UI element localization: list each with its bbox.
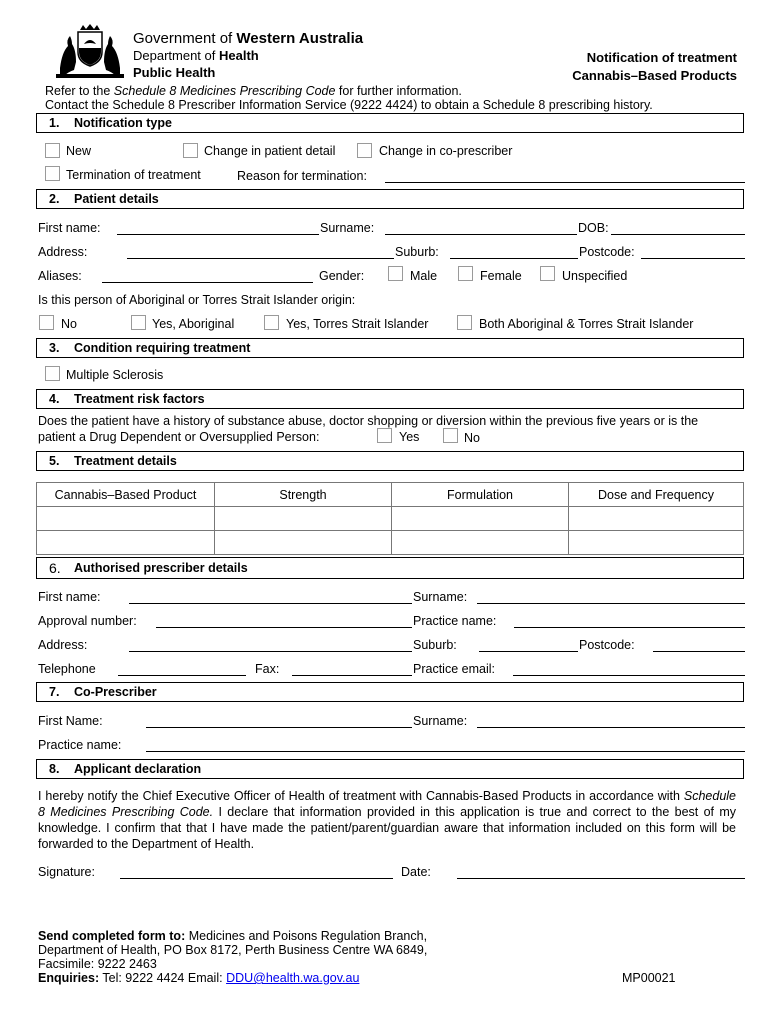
risk-question-line-1: Does the patient have a history of substance abuse, doctor shopping or diversion within the previous five years or is the: [38, 414, 699, 428]
table-cell[interactable]: [215, 507, 392, 531]
refer-text: Refer to the Schedule 8 Medicines Prescribing Code for further information.: [45, 84, 462, 98]
coprescriber-first-name-field[interactable]: [146, 727, 412, 728]
patient-address-field[interactable]: [127, 258, 394, 259]
origin-both-checkbox[interactable]: [457, 315, 472, 330]
gender-female-label: Female: [480, 269, 522, 283]
section-6-header: 6. Authorised prescriber details: [36, 557, 744, 579]
column-header: Cannabis–Based Product: [37, 483, 215, 507]
wa-crest-logo: [50, 22, 130, 80]
patient-first-name-label: First name:: [38, 221, 101, 235]
section-3-header: 3. Condition requiring treatment: [36, 338, 744, 358]
coprescriber-practice-name-label: Practice name:: [38, 738, 122, 752]
org-line-3: Public Health: [133, 65, 216, 80]
coprescriber-surname-field[interactable]: [477, 727, 745, 728]
table-cell[interactable]: [37, 507, 215, 531]
fax-field[interactable]: [292, 675, 412, 676]
table-cell[interactable]: [37, 531, 215, 555]
change-patient-checkbox[interactable]: [183, 143, 198, 158]
origin-tsi-label: Yes, Torres Strait Islander: [286, 317, 429, 331]
form-code: MP00021: [622, 971, 676, 985]
risk-no-label: No: [464, 431, 480, 445]
origin-both-label: Both Aboriginal & Torres Strait Islander: [479, 317, 694, 331]
column-header: Dose and Frequency: [569, 483, 744, 507]
risk-yes-label: Yes: [399, 430, 420, 444]
coprescriber-practice-name-field[interactable]: [146, 751, 745, 752]
send-to-line-3: Facsimile: 9222 2463: [38, 957, 157, 971]
origin-no-label: No: [61, 317, 77, 331]
gender-male-label: Male: [410, 269, 438, 283]
table-row: [37, 531, 744, 555]
origin-question: Is this person of Aboriginal or Torres Strait Islander origin:: [38, 293, 356, 307]
send-to-line-1: Send completed form to: Medicines and Poisons Regulation Branch,: [38, 929, 428, 943]
reason-field[interactable]: [385, 182, 745, 183]
patient-surname-label: Surname:: [320, 221, 375, 235]
gender-unspecified-label: Unspecified: [562, 269, 628, 283]
risk-no-checkbox[interactable]: [443, 428, 458, 443]
section-2-header: 2. Patient details: [36, 189, 744, 209]
patient-suburb-field[interactable]: [450, 258, 578, 259]
patient-postcode-label: Postcode:: [579, 245, 635, 259]
practice-name-field[interactable]: [514, 627, 745, 628]
new-checkbox[interactable]: [45, 143, 60, 158]
prescriber-surname-field[interactable]: [477, 603, 745, 604]
table-cell[interactable]: [392, 531, 569, 555]
table-cell[interactable]: [569, 507, 744, 531]
contact-text: Contact the Schedule 8 Prescriber Information Service (9222 4424) to obtain a Schedule 8 prescribing history.: [45, 98, 653, 112]
section-1-header: 1. Notification type: [36, 113, 744, 133]
patient-postcode-field[interactable]: [641, 258, 745, 259]
gender-male-checkbox[interactable]: [388, 266, 403, 281]
table-header-row: [37, 483, 744, 507]
origin-aboriginal-label: Yes, Aboriginal: [152, 317, 235, 331]
table-cell[interactable]: [569, 531, 744, 555]
patient-surname-field[interactable]: [385, 234, 577, 235]
prescriber-postcode-field[interactable]: [653, 651, 745, 652]
table-row: [37, 507, 744, 531]
enquiries-line: Enquiries: Tel: 9222 4424 Email: DDU@health.wa.gov.au: [38, 971, 360, 985]
approval-number-field[interactable]: [156, 627, 412, 628]
treatment-table: [36, 482, 744, 555]
gender-label: Gender:: [319, 269, 365, 283]
patient-dob-field[interactable]: [611, 234, 745, 235]
risk-question-line-2: patient a Drug Dependent or Oversupplied Person:: [38, 430, 320, 444]
prescriber-suburb-label: Suburb:: [413, 638, 457, 652]
declaration-text: I hereby notify the Chief Executive Officer of Health of treatment with Cannabis-Based Products in accordance with Schedule 8 Medicines Prescribing Code. I declare that information provided in this application is true and correct to the best of my knowledge. I confirm that that I have made the patient/parent/guardian aware that information included on this form will be forwarded to the Department of Health.: [38, 789, 737, 851]
org-line-1: Government of Western Australia: [133, 30, 364, 47]
gender-unspecified-checkbox[interactable]: [540, 266, 555, 281]
form-title-line-2: Cannabis–Based Products: [572, 68, 737, 83]
prescriber-address-field[interactable]: [129, 651, 412, 652]
org-line-2: Department of Health: [133, 48, 259, 63]
prescriber-suburb-field[interactable]: [479, 651, 578, 652]
prescriber-address-label: Address:: [38, 638, 88, 652]
termination-label: Termination of treatment: [66, 168, 201, 182]
origin-no-checkbox[interactable]: [39, 315, 54, 330]
patient-first-name-field[interactable]: [117, 234, 319, 235]
multiple-sclerosis-checkbox[interactable]: [45, 366, 60, 381]
change-coprescriber-checkbox[interactable]: [357, 143, 372, 158]
multiple-sclerosis-label: Multiple Sclerosis: [66, 368, 164, 382]
signature-field[interactable]: [120, 878, 393, 879]
table-cell[interactable]: [392, 507, 569, 531]
section-5-header: 5. Treatment details: [36, 451, 744, 471]
telephone-label: Telephone: [38, 662, 96, 676]
prescriber-first-name-label: First name:: [38, 590, 101, 604]
fax-label: Fax:: [255, 662, 280, 676]
section-7-header: 7. Co-Prescriber: [36, 682, 744, 702]
change-patient-label: Change in patient detail: [204, 144, 336, 158]
column-header: Strength: [215, 483, 392, 507]
section-4-header: 4. Treatment risk factors: [36, 389, 744, 409]
patient-dob-label: DOB:: [578, 221, 609, 235]
termination-checkbox[interactable]: [45, 166, 60, 181]
reason-label: Reason for termination:: [237, 169, 367, 183]
prescriber-postcode-label: Postcode:: [579, 638, 635, 652]
patient-aliases-field[interactable]: [102, 282, 313, 283]
date-label: Date:: [401, 865, 431, 879]
send-to-line-2: Department of Health, PO Box 8172, Perth Business Centre WA 6849,: [38, 943, 428, 957]
prescriber-first-name-field[interactable]: [129, 603, 412, 604]
form-title-line-1: Notification of treatment: [586, 50, 737, 65]
origin-aboriginal-checkbox[interactable]: [131, 315, 146, 330]
coprescriber-first-name-label: First Name:: [38, 714, 103, 728]
approval-number-label: Approval number:: [38, 614, 137, 628]
date-field[interactable]: [457, 878, 745, 879]
change-coprescriber-label: Change in co-prescriber: [379, 144, 513, 158]
column-header: Formulation: [392, 483, 569, 507]
email-link[interactable]: DDU@health.wa.gov.au: [226, 971, 360, 985]
gender-female-checkbox[interactable]: [458, 266, 473, 281]
origin-tsi-checkbox[interactable]: [264, 315, 279, 330]
patient-aliases-label: Aliases:: [38, 269, 82, 283]
table-cell[interactable]: [215, 531, 392, 555]
risk-yes-checkbox[interactable]: [377, 428, 392, 443]
section-8-header: 8. Applicant declaration: [36, 759, 744, 779]
practice-name-label: Practice name:: [413, 614, 497, 628]
telephone-field[interactable]: [118, 675, 246, 676]
coprescriber-surname-label: Surname:: [413, 714, 468, 728]
prescriber-surname-label: Surname:: [413, 590, 468, 604]
signature-label: Signature:: [38, 865, 95, 879]
new-label: New: [66, 144, 92, 158]
practice-email-label: Practice email:: [413, 662, 495, 676]
patient-suburb-label: Suburb:: [395, 245, 439, 259]
patient-address-label: Address:: [38, 245, 88, 259]
practice-email-field[interactable]: [513, 675, 745, 676]
